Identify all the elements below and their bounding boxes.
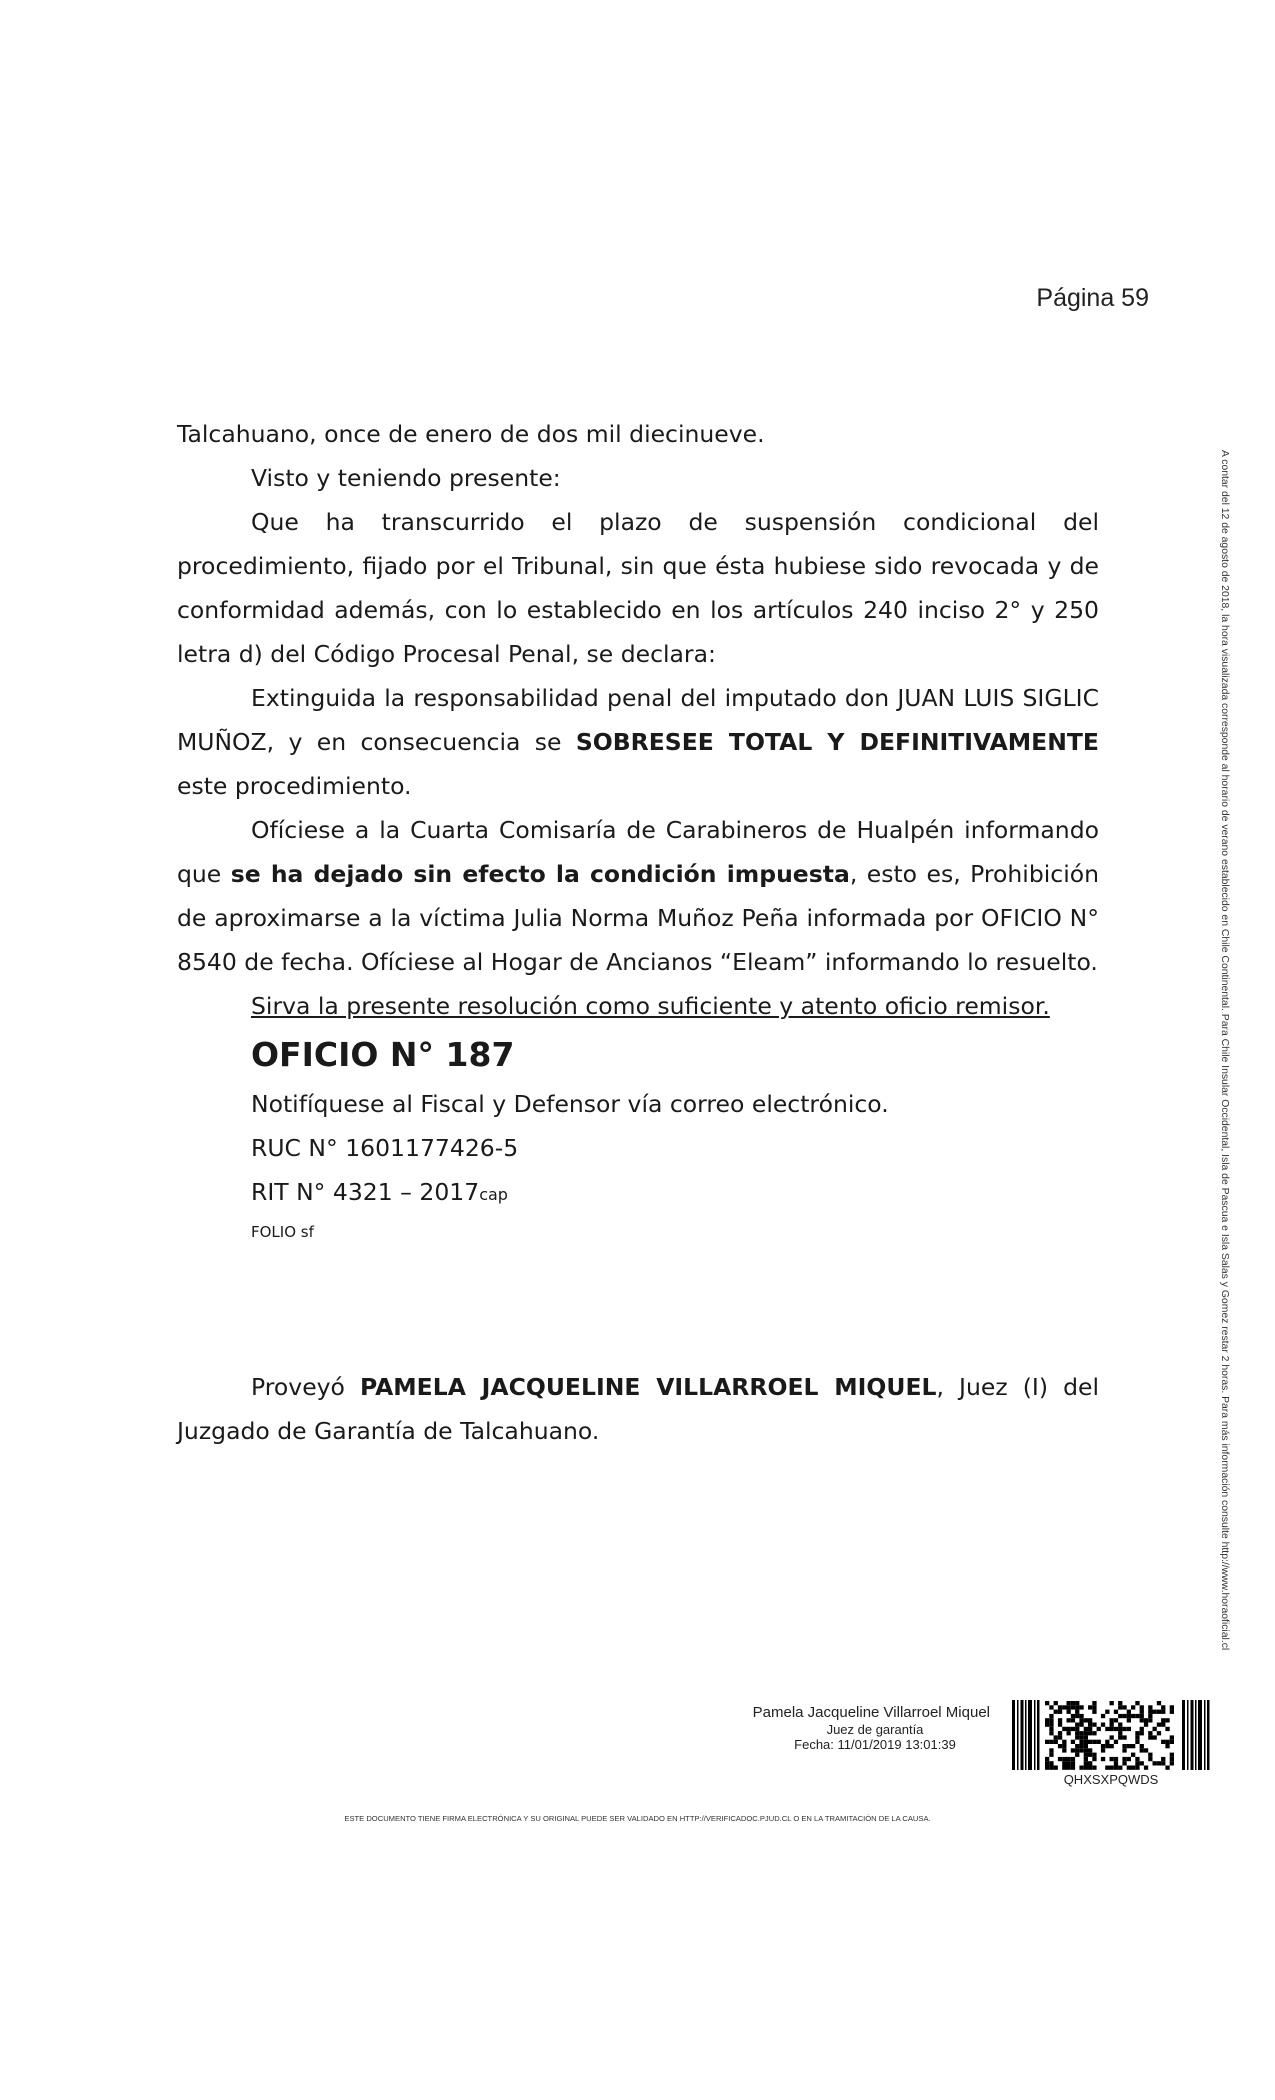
oficio-number: OFICIO N° 187 <box>251 1035 515 1074</box>
paragraph-oficiese <box>177 808 1099 984</box>
text-segment: este procedimiento. <box>177 772 412 800</box>
barcode-code: QHXSXPQWDS <box>1063 1772 1159 1787</box>
folio-line: FOLIO sf <box>251 1223 314 1241</box>
paragraph-sobreseimiento <box>177 676 1099 808</box>
visto-line: Visto y teniendo presente: <box>251 464 561 492</box>
text-segment: , Juez (I) del Juzgado de Garantía de Talcahuano. <box>177 1373 1100 1445</box>
resolution-body <box>177 412 1099 1453</box>
date-line: Talcahuano, once de enero de dos mil diecinueve. <box>177 420 765 448</box>
rit-line <box>251 1170 1099 1217</box>
underlined-segment: Sirva la presente resolución como suficiente y atento oficio remisor. <box>251 992 1050 1020</box>
ruc-line: RUC N° 1601177426-5 <box>251 1134 519 1162</box>
text-segment: Extinguida la responsabilidad penal del imputado don JUAN LUIS SIGLIC MUÑOZ, y en consecuencia se <box>177 684 1099 756</box>
rit-suffix: cap <box>479 1185 508 1204</box>
signer-role: Juez de garantía <box>826 1722 924 1737</box>
page-number: Página 59 <box>1036 284 1149 312</box>
paragraph-sirva <box>177 984 1099 1028</box>
bold-segment: PAMELA JACQUELINE VILLARROEL MIQUEL <box>360 1373 937 1401</box>
signature-block <box>690 1704 990 1752</box>
signature-date: Fecha: 11/01/2019 13:01:39 <box>794 1737 956 1752</box>
text-segment: Proveyó <box>251 1373 361 1401</box>
rit-text: RIT N° 4321 – 2017 <box>251 1178 480 1206</box>
bold-segment: SOBRESEE TOTAL Y DEFINITIVAMENTE <box>575 728 1099 756</box>
paragraph-considerando: Que ha transcurrido el plazo de suspensión condicional del procedimiento, fijado por el Tribunal, sin que ésta hubiese sido revocada y de conformidad además, con lo establecido en los artículos 240 inciso 2° y 250 letra d) del Código Procesal Penal, se declara: <box>177 508 1099 668</box>
notify-line: Notifíquese al Fiscal y Defensor vía correo electrónico. <box>251 1090 889 1118</box>
footer-validation-note: ESTE DOCUMENTO TIENE FIRMA ELECTRÓNICA Y SU ORIGINAL PUEDE SER VALIDADO EN HTTP://VERIFICADOC.PJUD.CL O EN LA TRAMITACIÓN DE LA CAUSA. <box>344 1814 931 1823</box>
spacer <box>177 1247 1099 1365</box>
text-segment: Ofíciese a la Cuarta Comisaría de Carabineros de Hualpén informando que <box>177 816 1099 888</box>
paragraph-proveyo <box>177 1365 1099 1453</box>
vertical-time-note: A contar del 12 de agosto de 2018, la hora visualizada corresponde al horario de verano establecido en Chile Continental. Para Chile Insular Occidental, Isla de Pascua e Isla Salas y Gomez restar 2 horas. Para más información consulte http://www.horaoficial.cl <box>1219 450 1230 1651</box>
signer-name: Pamela Jacqueline Villarroel Miquel <box>752 1704 990 1721</box>
text-segment: , esto es, Prohibición de aproximarse a la víctima Julia Norma Muñoz Peña informada por OFICIO N° 8540 de fecha. Ofíciese al Hogar de Ancianos “Eleam” informando lo resuelto. <box>177 860 1100 976</box>
barcode-icon <box>1012 1700 1210 1770</box>
bold-segment: se ha dejado sin efecto la condición impuesta <box>230 860 850 888</box>
